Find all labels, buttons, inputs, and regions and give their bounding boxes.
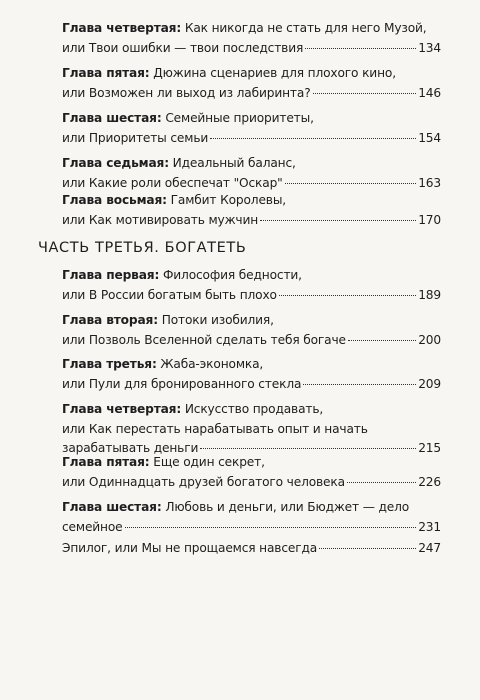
chapter-subtitle: или Как перестать нарабатывать опыт и начать: [62, 421, 368, 436]
chapter-label: Глава седьмая:: [62, 156, 169, 170]
page-number: 226: [418, 474, 441, 489]
dot-leader: [313, 93, 417, 94]
toc-entry: [62, 311, 441, 350]
toc-entry: [62, 355, 441, 394]
chapter-title: Как никогда не стать для него Музой,: [184, 21, 427, 35]
dot-leader: [125, 527, 417, 528]
toc-entry: [62, 266, 441, 305]
chapter-label: Глава шестая:: [62, 111, 162, 125]
chapter-subtitle: или В России богатым быть плохо: [62, 287, 277, 302]
toc-entry: [62, 191, 441, 230]
dot-leader: [347, 482, 416, 483]
dot-leader: [279, 295, 416, 296]
dot-leader: [319, 548, 416, 549]
chapter-subtitle: или Твои ошибки — твои последствия: [62, 40, 304, 55]
chapter-title: Идеальный баланс,: [172, 156, 296, 170]
dot-leader: [303, 384, 416, 385]
page-number: 134: [418, 40, 441, 55]
chapter-subtitle: или Позволь Вселенной сделать тебя богаче: [62, 332, 346, 347]
chapter-label: Глава вторая:: [62, 313, 158, 327]
chapter-title: Любовь и деньги, или Бюджет — дело: [165, 500, 410, 514]
dot-leader: [210, 138, 416, 139]
chapter-label: Глава пятая:: [62, 455, 150, 469]
dot-leader: [200, 448, 416, 449]
chapter-title: Философия бедности,: [162, 268, 302, 282]
page-number: 209: [418, 376, 441, 391]
page-number: 154: [418, 130, 441, 145]
toc-entry: [62, 498, 441, 537]
page-number: 247: [418, 541, 441, 555]
chapter-title: Искусство продавать,: [184, 402, 324, 416]
toc-entry: [62, 154, 441, 193]
chapter-title: Еще один секрет,: [153, 455, 265, 469]
toc-entry: [62, 400, 441, 459]
chapter-label: Глава четвертая:: [62, 402, 182, 416]
dot-leader: [260, 220, 416, 221]
chapter-subtitle: или Пули для бронированного стекла: [62, 376, 302, 391]
chapter-subtitle: семейное: [62, 519, 123, 534]
page-number: 200: [418, 332, 441, 347]
chapter-label: Глава четвертая:: [62, 21, 182, 35]
chapter-title: Семейные приоритеты,: [165, 111, 314, 125]
toc-entry: [62, 109, 441, 148]
toc-entry-epilog: [62, 539, 441, 559]
chapter-title: Жаба-экономка,: [160, 357, 264, 371]
page-number: 215: [418, 441, 441, 455]
toc-entry: [62, 19, 441, 58]
page-number: 170: [418, 212, 441, 227]
page-number: 189: [418, 287, 441, 302]
chapter-label: Глава шестая:: [62, 500, 162, 514]
chapter-subtitle: или Как мотивировать мужчин: [62, 212, 259, 227]
dot-leader: [285, 183, 417, 184]
chapter-subtitle: или Приоритеты семьи: [62, 130, 209, 145]
toc-entry: [62, 64, 441, 103]
chapter-subtitle: или Какие роли обеспечат "Оскар": [62, 175, 283, 190]
chapter-subtitle: или Одиннадцать друзей богатого человека: [62, 474, 345, 489]
page-number: 231: [418, 519, 441, 534]
chapter-subtitle-cont: зарабатывать деньги: [62, 441, 199, 455]
chapter-subtitle: или Возможен ли выход из лабиринта?: [62, 85, 311, 100]
chapter-title: Гамбит Королевы,: [170, 193, 287, 207]
chapter-label: Глава первая:: [62, 268, 160, 282]
dot-leader: [305, 48, 416, 49]
dot-leader: [348, 340, 416, 341]
page-number: 146: [418, 85, 441, 100]
part-heading: ЧАСТЬ ТРЕТЬЯ. БОГАТЕТЬ: [38, 240, 247, 256]
page-number: 163: [418, 175, 441, 190]
epilog-title: Эпилог, или Мы не прощаемся навсегда: [62, 541, 318, 555]
toc-entry: [62, 453, 441, 492]
chapter-label: Глава восьмая:: [62, 193, 167, 207]
chapter-label: Глава третья:: [62, 357, 157, 371]
chapter-label: Глава пятая:: [62, 66, 150, 80]
chapter-title: Дюжина сценариев для плохого кино,: [153, 66, 396, 80]
chapter-title: Потоки изобилия,: [161, 313, 274, 327]
